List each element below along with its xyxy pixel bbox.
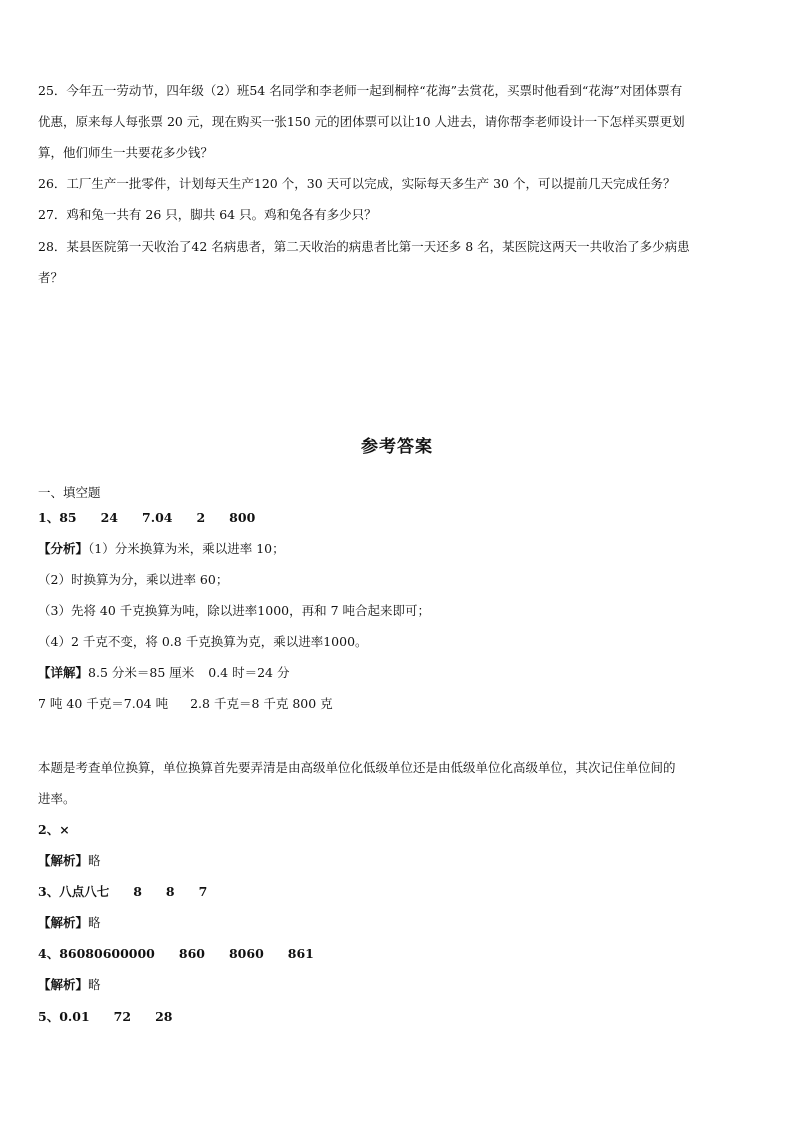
question-28-line-1: 28．某县医院第一天收治了42 名病患者，第二天收治的病患者比第一天还多 8 名，某医院这两天一共收治了多少病患 — [38, 239, 690, 254]
answer-value: 861 — [287, 946, 314, 961]
analysis-text: 略 — [88, 853, 101, 868]
question-27: 27．鸡和兔一共有 26 只，脚共 64 只。鸡和兔各有多少只？ — [38, 207, 377, 222]
detail-line-1 — [38, 664, 760, 682]
answer-value: 8 — [165, 884, 175, 899]
analysis-line-4: （4）2 千克不变，将 0.8 千克换算为克，乘以进率1000。 — [38, 634, 368, 649]
answer-number: 1、 — [38, 510, 60, 525]
question-25-line-2: 优惠，原来每人每张票 20 元，现在购买一张150 元的团体票可以让10 人进去，请你帮李老师设计一下怎样买票更划 — [38, 114, 685, 129]
question-28-line-2: 者？ — [38, 270, 64, 285]
question-26: 26．工厂生产一批零件，计划每天生产120 个，30 天可以完成，实际每天多生产 30 个，可以提前几天完成任务？ — [38, 176, 676, 191]
answer-value: 8 — [133, 884, 142, 899]
answer-value: 24 — [100, 510, 119, 525]
analysis-label: 【解析】 — [38, 915, 89, 930]
analysis-text: （1）分米换算为米，乘以进率 10； — [88, 541, 285, 556]
detail-text: 0.4 时＝24 分 — [208, 665, 290, 680]
answer-5 — [38, 1008, 760, 1026]
answer-2 — [38, 821, 760, 839]
detail-text: 8.5 分米＝85 厘米 — [88, 665, 195, 680]
answer-3 — [38, 883, 760, 901]
analysis-text: 略 — [88, 915, 101, 930]
answer-number: 4、 — [38, 946, 60, 961]
detail-text: 7 吨 40 千克＝7.04 吨 — [38, 696, 169, 711]
analysis-line-1 — [38, 540, 760, 558]
question-25-line-3: 算，他们师生一共要花多少钱？ — [38, 145, 214, 160]
summary-line-2: 进率。 — [38, 791, 76, 806]
answer-value: × — [59, 822, 70, 837]
analysis-line-3: （3）先将 40 千克换算为吨，除以进率1000，再和 7 吨合起来即可； — [38, 603, 431, 618]
answer-value: 7 — [198, 884, 208, 899]
answer-value: 72 — [113, 1009, 132, 1024]
question-25-line-1: 25．今年五一劳动节，四年级（2）班54 名同学和李老师一起到桐梓“花海”去赏花，买票时他看到“花海”对团体票有 — [38, 83, 683, 98]
analysis-line-2: （2）时换算为分，乘以进率 60； — [38, 572, 229, 587]
answer-value: 7.04 — [142, 510, 173, 525]
answer-3-analysis — [38, 914, 760, 932]
answer-1 — [38, 509, 760, 527]
detail-text: 2.8 千克＝8 千克 800 克 — [190, 696, 333, 711]
answer-number: 3、 — [38, 884, 60, 899]
detail-line-2 — [38, 695, 760, 713]
section-heading: 一、填空题 — [38, 485, 101, 500]
answer-value: 800 — [229, 510, 256, 525]
answer-value: 八点八七 — [59, 884, 110, 899]
answer-number: 2、 — [38, 822, 60, 837]
analysis-label: 【分析】 — [38, 541, 89, 556]
answer-4-analysis — [38, 976, 760, 994]
answer-value: 0.01 — [59, 1009, 90, 1024]
answer-value: 85 — [59, 510, 77, 525]
answer-2-analysis — [38, 852, 760, 870]
analysis-label: 【解析】 — [38, 853, 89, 868]
summary-line-1: 本题是考查单位换算，单位换算首先要弄清是由高级单位化低级单位还是由低级单位化高级单位，其次记住单位间的 — [38, 760, 676, 775]
answer-value: 2 — [196, 510, 206, 525]
detail-label: 【详解】 — [38, 665, 89, 680]
answer-4 — [38, 945, 760, 963]
answer-value: 28 — [155, 1009, 173, 1024]
answer-value: 86080600000 — [59, 946, 155, 961]
analysis-label: 【解析】 — [38, 977, 89, 992]
answer-value: 860 — [178, 946, 205, 961]
answer-number: 5、 — [38, 1009, 60, 1024]
answer-value: 8060 — [228, 946, 264, 961]
answers-title: 参考答案 — [361, 437, 433, 457]
analysis-text: 略 — [88, 977, 101, 992]
